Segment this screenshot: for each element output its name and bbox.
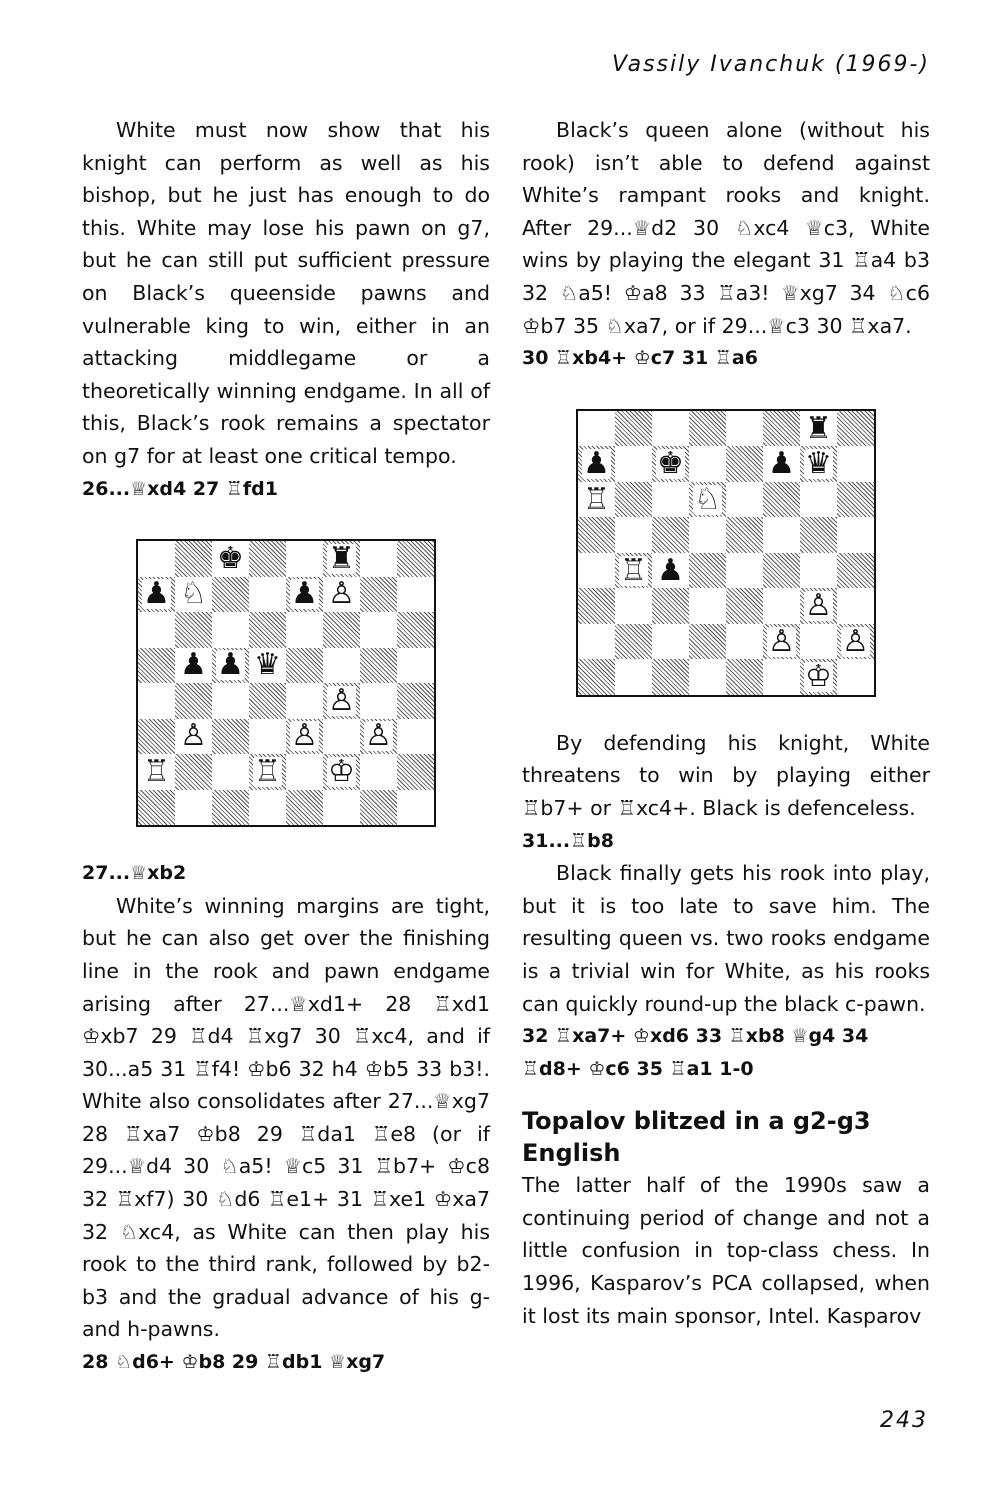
chess-piece: ♙ — [768, 623, 795, 659]
board-square — [837, 517, 874, 553]
board-square — [138, 577, 175, 613]
board-square — [175, 790, 212, 826]
board-square — [763, 659, 800, 695]
board-square — [652, 659, 689, 695]
board-square — [837, 553, 874, 589]
chess-piece: ♘ — [694, 481, 721, 517]
board-square — [286, 577, 323, 613]
board-square — [323, 754, 360, 790]
section-title: Topalov blitzed in a g2-g3 English — [522, 1107, 871, 1168]
board-square — [689, 624, 726, 660]
board-square — [323, 541, 360, 577]
chess-piece: ♙ — [180, 718, 207, 754]
board-square — [578, 411, 615, 447]
running-head: Vassily Ivanchuk (1969-) — [611, 52, 930, 77]
board-square — [763, 588, 800, 624]
board-square — [360, 648, 397, 684]
right-column — [522, 114, 930, 1332]
board-square — [175, 683, 212, 719]
board-square — [763, 446, 800, 482]
chess-piece: ♙ — [842, 623, 869, 659]
board-square — [615, 517, 652, 553]
board-square — [652, 446, 689, 482]
board-square — [286, 648, 323, 684]
board-square — [652, 411, 689, 447]
paragraph: Black finally gets his rook into play, but it is too late to save him. The resulting queen vs. two rooks endgame is a trivial win for White, as his rooks can quickly round-up the black c-pawn. — [522, 861, 930, 1016]
board-square — [689, 517, 726, 553]
board-square — [138, 754, 175, 790]
chess-piece: ♔ — [328, 754, 355, 789]
board-square — [212, 541, 249, 577]
board-square — [763, 624, 800, 660]
board-square — [138, 719, 175, 755]
chess-board-1 — [136, 539, 436, 827]
board-square — [800, 446, 837, 482]
board-square — [249, 648, 286, 684]
chess-piece: ♙ — [365, 718, 392, 754]
board-square — [800, 411, 837, 447]
board-square — [800, 659, 837, 695]
chess-piece: ♖ — [620, 552, 647, 588]
board-square — [689, 411, 726, 447]
board-square — [763, 517, 800, 553]
board-square — [578, 446, 615, 482]
board-square — [615, 411, 652, 447]
chess-piece: ♜ — [328, 541, 355, 576]
board-square — [763, 411, 800, 447]
board-square — [652, 517, 689, 553]
board-square — [360, 790, 397, 826]
page-number: 243 — [880, 1408, 928, 1433]
chess-piece: ♘ — [180, 576, 207, 612]
board-square — [837, 482, 874, 518]
chess-piece: ♚ — [657, 446, 684, 481]
board-square — [837, 411, 874, 447]
board-square — [726, 659, 763, 695]
board-square — [360, 541, 397, 577]
board-square — [397, 719, 434, 755]
board-square — [652, 553, 689, 589]
board-square — [615, 624, 652, 660]
board-square — [397, 754, 434, 790]
move-line: 31...♖b8 — [522, 829, 614, 852]
board-square — [763, 482, 800, 518]
move-line: 28 ♘d6+ ♔b8 29 ♖db1 ♕xg7 — [82, 1351, 386, 1374]
chess-piece: ♖ — [254, 754, 281, 789]
board-square — [212, 612, 249, 648]
board-square — [249, 577, 286, 613]
board-square — [286, 754, 323, 790]
board-square — [360, 683, 397, 719]
board-square — [286, 683, 323, 719]
board-square — [286, 612, 323, 648]
board-square — [652, 624, 689, 660]
board-square — [138, 612, 175, 648]
board-square — [726, 446, 763, 482]
left-column — [82, 114, 490, 1379]
board-square — [249, 790, 286, 826]
board-square — [689, 553, 726, 589]
board-square — [175, 612, 212, 648]
board-square — [212, 683, 249, 719]
board-square — [323, 719, 360, 755]
chess-board-2 — [576, 409, 876, 697]
board-square — [212, 719, 249, 755]
board-square — [360, 719, 397, 755]
board-square — [726, 624, 763, 660]
board-square — [360, 612, 397, 648]
board-square — [615, 446, 652, 482]
board-square — [800, 482, 837, 518]
chess-piece: ♖ — [143, 754, 170, 789]
board-square — [726, 588, 763, 624]
board-square — [837, 446, 874, 482]
chess-piece: ♜ — [805, 410, 832, 446]
board-square — [800, 517, 837, 553]
board-square — [286, 790, 323, 826]
move-line: 26...♕xd4 27 ♖fd1 — [82, 477, 278, 500]
chess-piece: ♖ — [583, 481, 610, 517]
board-square — [726, 482, 763, 518]
board-square — [249, 541, 286, 577]
board-square — [578, 659, 615, 695]
paragraph: By defending his knight, White threatens to win by playing either ♖b7+ or ♖xc4+. Black is defenceless. — [522, 730, 930, 820]
board-square — [175, 719, 212, 755]
board-square — [615, 553, 652, 589]
chess-piece: ♟ — [657, 552, 684, 588]
board-square — [360, 577, 397, 613]
board-square — [138, 683, 175, 719]
paragraph: Black’s queen alone (without his rook) isn’t able to defend against White’s rampant rooks and knight. After 29...♕d2 30 ♘xc4 ♕c3, White wins by playing the elegant 31 ♖a4 b3 32 ♘a5! ♔a8 33 ♖a3! ♕xg7 34 ♘c6 ♔b7 35 ♘xa7, or if 29...♕c3 30 ♖xa7. — [522, 118, 930, 338]
board-square — [323, 648, 360, 684]
board-square — [212, 648, 249, 684]
board-square — [397, 648, 434, 684]
chess-piece: ♙ — [291, 718, 318, 754]
board-square — [286, 719, 323, 755]
board-square — [615, 588, 652, 624]
board-square — [360, 754, 397, 790]
board-square — [286, 541, 323, 577]
board-square — [323, 612, 360, 648]
chess-piece: ♟ — [217, 647, 244, 683]
chess-piece: ♟ — [143, 576, 170, 612]
board-square — [837, 659, 874, 695]
chess-piece: ♟ — [583, 446, 610, 481]
paragraph: White’s winning margins are tight, but he can also get over the finishing line in the rook and pawn endgame arising after 27...♕xd1+ 28 ♖xd1 ♔xb7 29 ♖d4 ♖xg7 30 ♖xc4, and if 30...a5 31 ♖f4! ♔b6 32 h4 ♔b5 33 b3!. White also consolidates after 27...♕xg7 28 ♖xa7 ♔b8 29 ♖da1 ♖e8 (or if 29...♕d4 30 ♘a5! ♕c5 31 ♖b7+ ♔c8 32 ♖xf7) 30 ♘d6 ♖e1+ 31 ♖xe1 ♔xa7 32 ♘xc4, as White can then play his rook to the third rank, followed by b2-b3 and the gradual advance of his g- and h-pawns. — [82, 893, 490, 1342]
chess-piece: ♔ — [805, 659, 832, 694]
chess-piece: ♟ — [291, 576, 318, 612]
chess-piece: ♙ — [328, 683, 355, 718]
board-square — [578, 588, 615, 624]
board-square — [800, 588, 837, 624]
board-square — [615, 659, 652, 695]
board-square — [578, 553, 615, 589]
board-square — [652, 482, 689, 518]
board-square — [138, 541, 175, 577]
board-square — [800, 553, 837, 589]
board-square — [578, 624, 615, 660]
board-square — [212, 754, 249, 790]
move-line: 30 ♖xb4+ ♔c7 31 ♖a6 — [522, 347, 758, 370]
board-square — [689, 482, 726, 518]
board-square — [249, 719, 286, 755]
board-square — [175, 754, 212, 790]
board-square — [397, 541, 434, 577]
board-square — [323, 577, 360, 613]
board-square — [763, 553, 800, 589]
board-square — [726, 517, 763, 553]
board-square — [689, 659, 726, 695]
board-square — [578, 517, 615, 553]
board-square — [397, 683, 434, 719]
board-square — [175, 577, 212, 613]
board-square — [726, 553, 763, 589]
board-diagram-wrap — [522, 409, 930, 697]
board-square — [615, 482, 652, 518]
board-square — [249, 683, 286, 719]
board-square — [138, 648, 175, 684]
chess-piece: ♚ — [217, 541, 244, 576]
board-square — [800, 624, 837, 660]
move-line: 32 ♖xa7+ ♔xd6 33 ♖xb8 ♕g4 34 ♖d8+ ♔c6 35 ♖a1 1-0 — [522, 1025, 869, 1080]
board-square — [323, 683, 360, 719]
board-square — [323, 790, 360, 826]
board-square — [689, 446, 726, 482]
board-square — [397, 577, 434, 613]
board-square — [138, 790, 175, 826]
board-square — [837, 588, 874, 624]
chess-piece: ♟ — [180, 647, 207, 683]
paragraph: The latter half of the 1990s saw a continuing period of change and not a little confusion in top-class chess. In 1996, Kasparov’s PCA collapsed, when it lost its main sponsor, Intel. Kasparov — [522, 1173, 930, 1328]
board-square — [175, 541, 212, 577]
board-square — [249, 754, 286, 790]
chess-piece: ♛ — [254, 647, 281, 683]
board-square — [652, 588, 689, 624]
paragraph: White must now show that his knight can perform as well as his bishop, but he just has enough to do this. White may lose his pawn on g7, but he can still put sufficient pressure on Black’s queenside pawns and vulnerable king to win, either in an attacking middlegame or a theoretically winning endgame. In all of this, Black’s rook remains a spectator on g7 for at least one critical tempo. — [82, 118, 490, 468]
chess-piece: ♙ — [328, 576, 355, 612]
board-square — [689, 588, 726, 624]
board-diagram-wrap — [82, 539, 490, 827]
chess-piece: ♟ — [768, 446, 795, 481]
board-square — [578, 482, 615, 518]
board-square — [212, 577, 249, 613]
board-square — [726, 411, 763, 447]
board-square — [397, 612, 434, 648]
board-square — [175, 648, 212, 684]
board-square — [212, 790, 249, 826]
board-square — [249, 612, 286, 648]
move-line: 27...♕xb2 — [82, 862, 187, 885]
board-square — [837, 624, 874, 660]
chess-piece: ♛ — [805, 446, 832, 481]
chess-piece: ♙ — [805, 588, 832, 623]
board-square — [397, 790, 434, 826]
